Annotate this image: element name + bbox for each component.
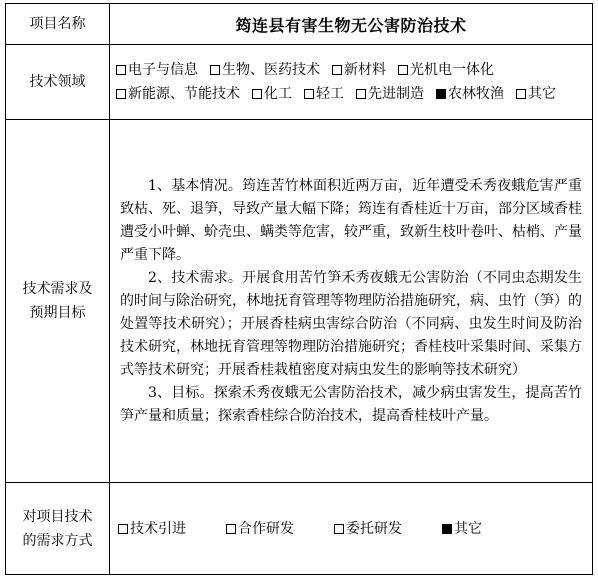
method-label: 对项目技术的需求方式	[22, 508, 93, 549]
requirements-paragraph: 3、目标。探索禾秀夜蛾无公害防治技术，减少病虫害发生，提高苦竹笋产量和质量；探索香桂综合防治技术，提高香桂枝叶产量。	[120, 384, 582, 424]
checked-checkbox[interactable]	[442, 524, 452, 534]
method-row	[6, 483, 593, 575]
option-label: 其它	[528, 86, 556, 102]
checkbox[interactable]	[398, 65, 408, 75]
tech-field-options	[110, 45, 593, 120]
tech-field-option[interactable]	[516, 82, 556, 106]
option-label: 轻工	[316, 86, 344, 102]
tech-field-option[interactable]	[332, 58, 386, 82]
requirements-label-cell	[6, 120, 110, 483]
checkbox[interactable]	[304, 89, 314, 99]
method-options	[110, 483, 593, 575]
tech-field-option[interactable]	[116, 58, 198, 82]
project-name-label-cell	[6, 4, 110, 45]
checkbox[interactable]	[116, 89, 126, 99]
option-label: 合作研发	[238, 520, 294, 537]
checkbox[interactable]	[332, 65, 342, 75]
option-label: 其它	[454, 520, 482, 537]
tech-field-option[interactable]	[304, 82, 344, 106]
option-label: 新材料	[344, 62, 386, 78]
requirements-label: 技术需求及预期目标	[22, 281, 93, 321]
tech-field-option[interactable]	[356, 82, 424, 106]
method-label-cell	[6, 483, 110, 575]
tech-field-option[interactable]	[252, 82, 292, 106]
project-form-table	[5, 3, 593, 575]
option-label: 技术引进	[130, 520, 186, 537]
project-title: 筠连县有害生物无公害防治技术	[235, 15, 467, 35]
tech-field-option[interactable]	[398, 58, 494, 82]
checkbox[interactable]	[356, 89, 366, 99]
requirements-row	[6, 120, 593, 483]
method-option[interactable]	[118, 517, 186, 541]
project-name-value-cell	[110, 4, 593, 45]
method-option[interactable]	[226, 517, 294, 541]
method-option[interactable]	[334, 517, 402, 541]
method-option[interactable]	[442, 517, 482, 541]
project-name-row	[6, 4, 593, 45]
option-label: 委托研发	[346, 520, 402, 537]
option-label: 先进制造	[368, 86, 424, 102]
option-label: 化工	[264, 86, 292, 102]
option-label: 农林牧渔	[448, 86, 504, 102]
checkbox[interactable]	[226, 524, 236, 534]
requirements-paragraph: 1、基本情况。筠连苦竹林面积近两万亩，近年遭受禾秀夜蛾危害严重致枯、死、退笋，导致产量大幅下降；筠连有香桂近十万亩，部分区域香桂遭受小叶蝉、蚧壳虫、螨类等危害，较严重，致新生枝叶卷叶、枯梢、产量严重下降。	[120, 177, 582, 263]
option-label: 新能源、节能技术	[128, 86, 240, 102]
checkbox[interactable]	[116, 65, 126, 75]
requirements-paragraph: 2、技术需求。开展食用苦竹笋禾秀夜蛾无公害防治（不同虫态期发生的时间与除治研究，林地抚育管理等物理防治措施研究，病、虫竹（笋）的处置等技术研究）；开展香桂病虫害综合防治（不同病、虫发生时间及防治技术研究，林地抚育管理等物理防治措施研究；香桂枝叶采集时间、采集方式等技术研究；开展香桂栽植密度对病虫发生的影响等技术研究）	[120, 269, 582, 378]
project-name-label: 项目名称	[29, 16, 86, 32]
option-label: 生物、医药技术	[222, 62, 320, 78]
tech-field-option[interactable]	[436, 82, 504, 106]
tech-field-option[interactable]	[210, 58, 320, 82]
tech-field-label: 技术领域	[29, 74, 86, 90]
tech-field-row	[6, 45, 593, 120]
tech-field-label-cell	[6, 45, 110, 120]
checkbox[interactable]	[334, 524, 344, 534]
checkbox[interactable]	[516, 89, 526, 99]
checked-checkbox[interactable]	[436, 89, 446, 99]
requirements-text	[110, 120, 593, 483]
option-label: 电子与信息	[128, 62, 198, 78]
checkbox[interactable]	[252, 89, 262, 99]
tech-field-option[interactable]	[116, 82, 240, 106]
checkbox[interactable]	[118, 524, 128, 534]
option-label: 光机电一体化	[410, 62, 494, 78]
checkbox[interactable]	[210, 65, 220, 75]
